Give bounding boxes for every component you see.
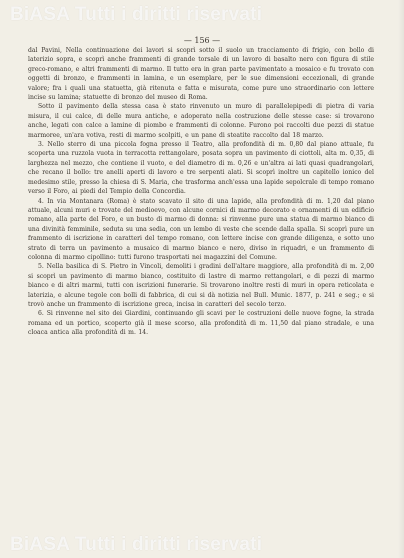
paragraph-6: 6. Si rinvenne nel sito dei Giardini, continuando gli scavi per le costruzioni delle nuove fogne, la strada romana ed un portico, scoperto già il mese scorso, alla profondità di m. 11,50 dal piano stradale, e una cloaca antica alla profondità di m. 14.: [28, 310, 374, 337]
paragraph-5: 5. Nella basilica di S. Pietro in Vincoli, demoliti i gradini dell'altare maggiore, alla profondità di m. 2,00 si scoprì un pavimento di marmo bianco, costituito di lastre di marmo rettangolari, e di pezzi di marmo bianco e di altri marmi, tutti con iscrizioni funerarie. Si trovarono inoltre resti di muri in opera reticolata e laterizia, e alcune tegole con bolli di fabbrica, di cui si dà notizia nel Bull. Munic. 1877, p. 241 e seg.; e si trovò anche un frammento di iscrizione greca, incisa in caratteri del secolo terzo.: [28, 263, 374, 308]
scan-edge-shadow: [398, 0, 404, 558]
watermark-top: BiASA Tutti i diritti riservati: [10, 4, 263, 25]
body-text: [28, 46, 374, 338]
page-number: — 156 —: [183, 36, 221, 45]
paragraph-3: 3. Nello sterro di una piccola fogna presso il Teatro, alla profondità di m. 0,80 dal piano attuale, fu scoperta una ruzzola vuota in terracotta rettangolare, posata sopra un pavimento di ciottoli, alta m. 0,35, di larghezza nel mezzo, che contiene il vuoto, e del diametro di m. 0,26 e un'altra ai lati quasi quadrangolari, che recano il bollo: tre anelli aperti di lavoro e tre serpenti alati. Si scoprì inoltre un capitello ionico del medesimo stile, presso la chiesa di S. Maria, che trasforma anch'essa una lapide sepolcrale di tempo romano verso il Foro, ai piedi del Tempio della Concordia.: [28, 141, 374, 196]
watermark-bottom: BiASA Tutti i diritti riservati: [10, 534, 263, 555]
paragraph-2: Sotto il pavimento della stessa casa è stato rinvenuto un muro di parallelepipedi di pietra di varia misura, il cui calce, di delle mura antiche, e adoperato nella costruzione delle stesse case: si trovarono anche, legati con calce a lamine di piombo e frammenti di colonne. Furono poi raccolti due pezzi di statue marmoree, un'ara votiva, resti di marmo scolpiti, e un pane di steatite raccolto dal 18 marzo.: [28, 103, 374, 139]
paragraph-1: dal Pavini, Nella continuazione dei lavori si scoprì sotto il suolo un tracciamento di frigio, con bollo di laterizio sopra, e scoprì anche frammenti di grande torsale di un lavoro di basalto nero con figura di stile greco-romano, e altri frammenti di marmo. Il tutto era in gran parte pavimentato a mosaico e fu trovato con oggetti di bronzo, e frammenti in lamina, e un esemplare, per le sue dimensioni eccezionali, di grande valore; fra i quali una statuetta, già ritenuta e fatta e misurata, come pure uno straordinario con lettere incise su lamina; statuette di bronzo del museo di Roma.: [28, 47, 374, 102]
paragraph-4: 4. In via Montanara (Roma) è stato scavato il sito di una lapide, alla profondità di m. 1,20 dal piano attuale, alcuni muri e trovate del medioevo, con alcune cornici di marmo decorato e ornamenti di un edificio romano, alla parte del Foro, e un busto di marmo di donna: si rinvenne pure una statua di marmo bianco di una divinità femminile, seduta su una sedia, con un lembo di veste che scende dalla spalla. Si scoprì pure un frammento di iscrizione in caratteri del tempo romano, con lettere incise con grande diligenza, e sotto uno strato di terra un pavimento a musaico di marmo bianco e nero, diviso in riquadri, e un frammento di colonna di marmo cipollino: tutti furono trasportati nei magazzini del Comune.: [28, 197, 374, 261]
